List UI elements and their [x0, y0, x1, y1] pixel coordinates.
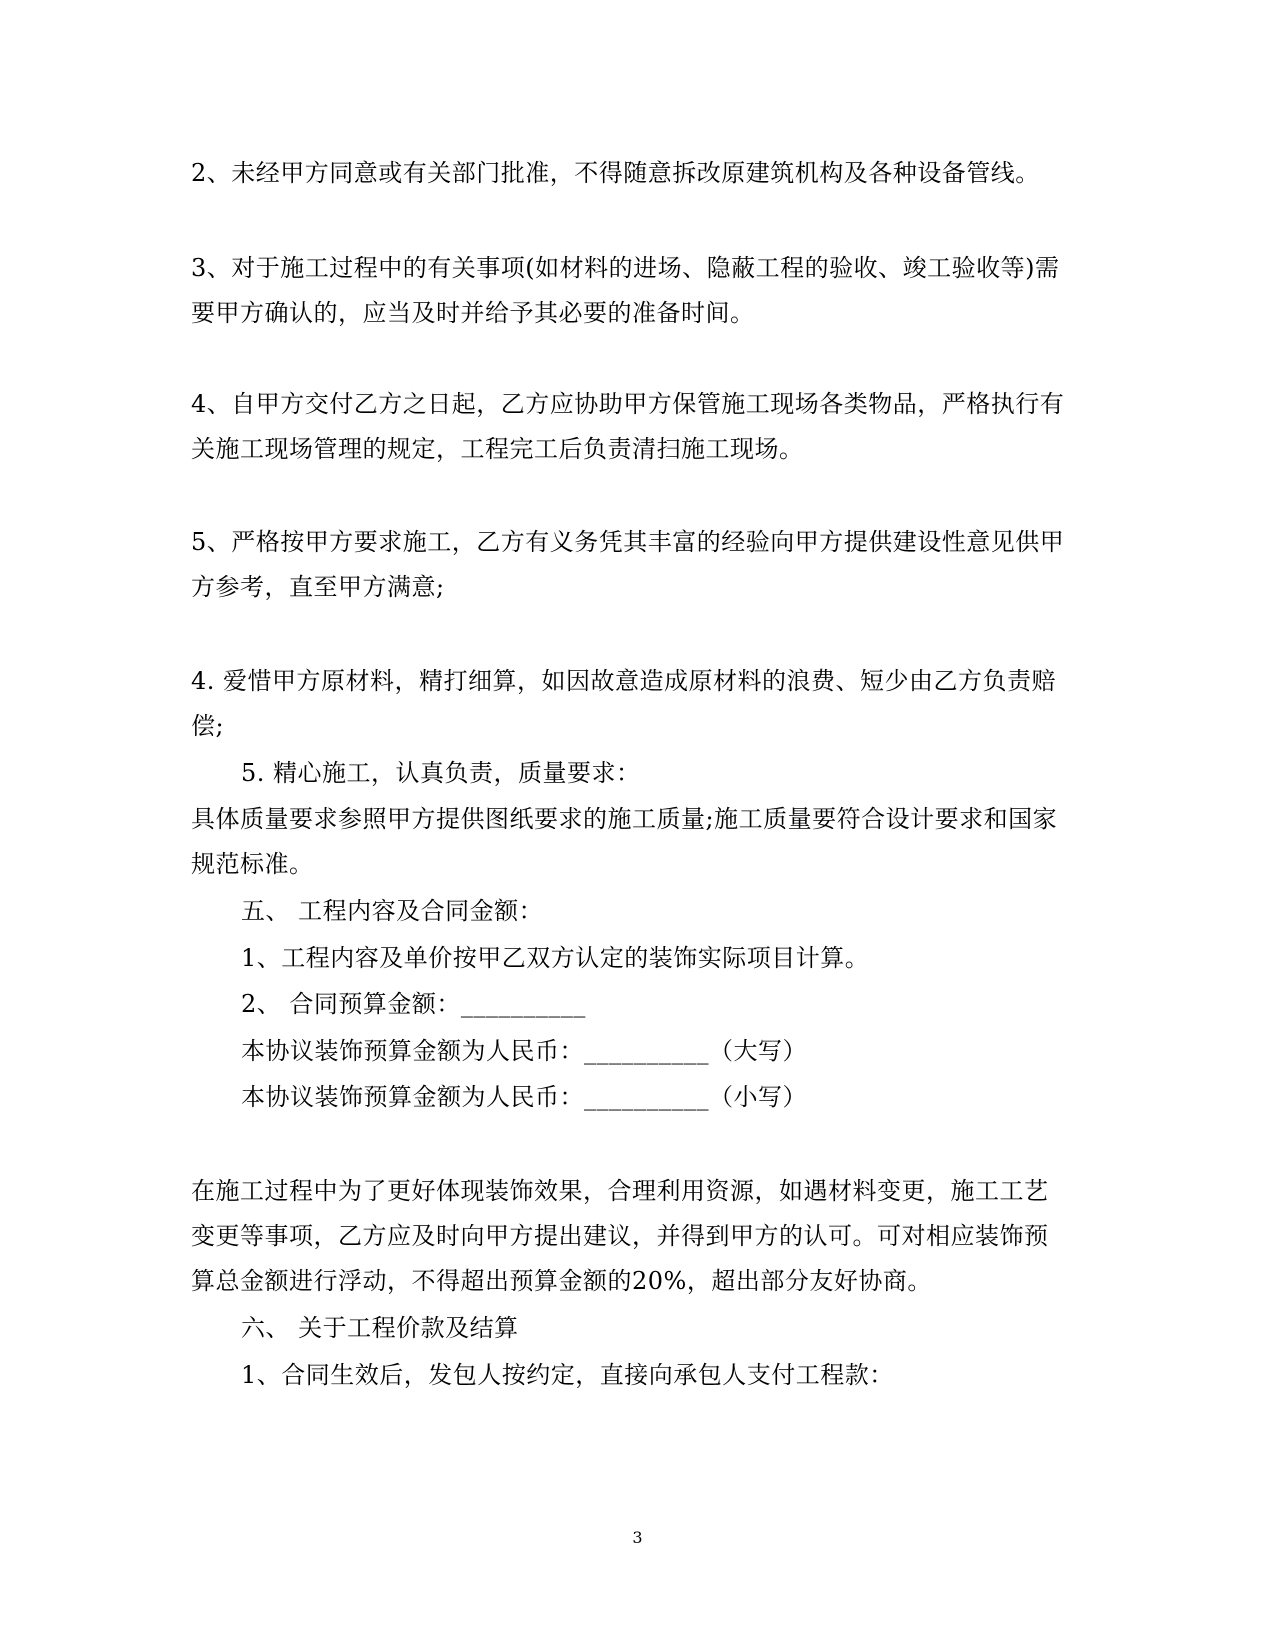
- clause-2-text: 2、未经甲方同意或有关部门批准，不得随意拆改原建筑机构及各种设备管线。: [191, 159, 1040, 187]
- clause-3-line-2: 要甲方确认的，应当及时并给予其必要的准备时间。: [191, 299, 755, 327]
- budget-amount-uppercase: 本协议装饰预算金额为人民币：__________（大写）: [241, 1037, 807, 1065]
- budget-adjustment-line-1: 在施工过程中为了更好体现装饰效果，合理利用资源，如遇材料变更，施工工艺: [191, 1177, 1049, 1205]
- section-6-heading: 六、 关于工程价款及结算: [241, 1314, 519, 1342]
- page-number: 3: [632, 1528, 643, 1547]
- budget-adjustment-line-2: 变更等事项，乙方应及时向甲方提出建议，并得到甲方的认可。可对相应装饰预: [191, 1222, 1049, 1250]
- clause-3-line-1: 3、对于施工过程中的有关事项(如材料的进场、隐蔽工程的验收、竣工验收等)需: [191, 254, 1060, 282]
- clause-5-line-2: 方参考，直至甲方满意;: [191, 573, 445, 601]
- clause-4-line-1: 4、自甲方交付乙方之日起，乙方应协助甲方保管施工现场各类物品，严格执行有: [191, 390, 1065, 418]
- section-6-item-1: 1、合同生效后，发包人按约定，直接向承包人支付工程款：: [241, 1361, 894, 1389]
- budget-adjustment-line-3: 算总金额进行浮动，不得超出预算金额的20%，超出部分友好协商。: [191, 1267, 932, 1295]
- section-5-heading: 五、 工程内容及合同金额：: [241, 897, 544, 925]
- materials-clause-line-2: 偿;: [191, 712, 225, 740]
- quality-clause-heading: 5. 精心施工，认真负责，质量要求：: [241, 759, 641, 787]
- quality-requirement-line-2: 规范标准。: [191, 850, 314, 878]
- section-5-item-1: 1、工程内容及单价按甲乙双方认定的装饰实际项目计算。: [241, 944, 870, 972]
- materials-clause-line-1: 4. 爱惜甲方原材料，精打细算，如因故意造成原材料的浪费、短少由乙方负责赔: [191, 667, 1057, 695]
- section-5-item-2: 2、 合同预算金额：__________: [241, 990, 586, 1018]
- quality-requirement-line-1: 具体质量要求参照甲方提供图纸要求的施工质量;施工质量要符合设计要求和国家: [191, 805, 1058, 833]
- budget-amount-lowercase: 本协议装饰预算金额为人民币：__________（小写）: [241, 1083, 807, 1111]
- clause-4-line-2: 关施工现场管理的规定，工程完工后负责清扫施工现场。: [191, 435, 804, 463]
- clause-5-line-1: 5、严格按甲方要求施工，乙方有义务凭其丰富的经验向甲方提供建设性意见供甲: [191, 528, 1065, 556]
